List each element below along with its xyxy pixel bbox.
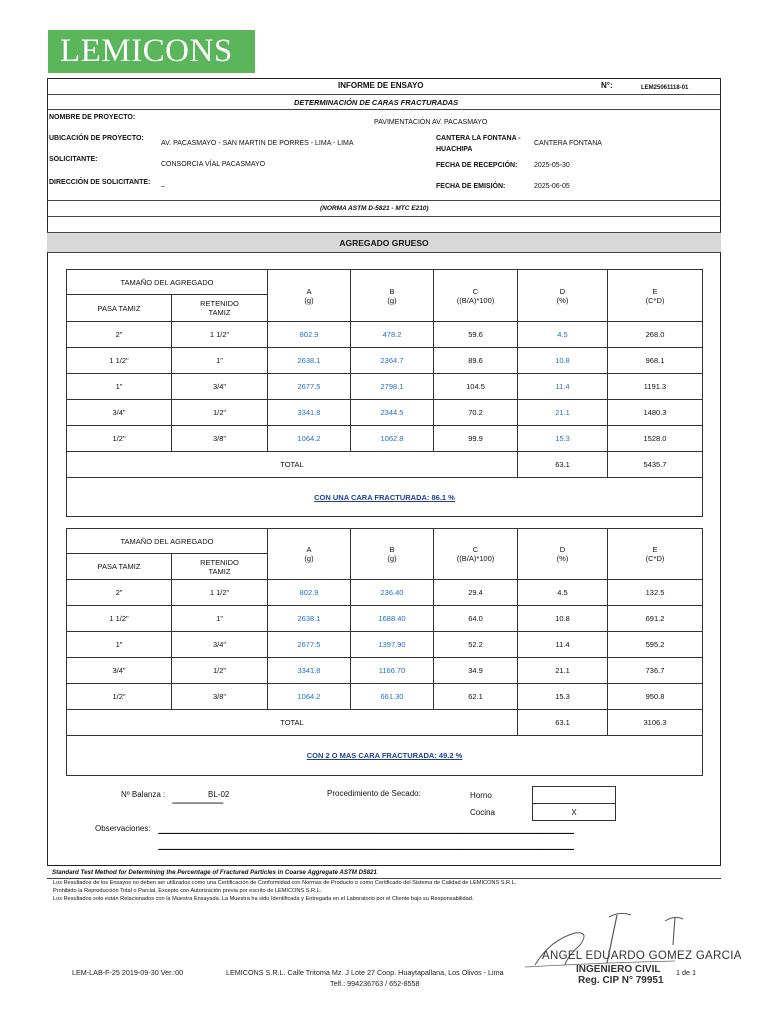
cell-pasa: 1 1/2" bbox=[67, 348, 172, 374]
balance-underline: -------------------------------------- bbox=[172, 800, 223, 807]
project-name-label: NOMBRE DE PROYECTO: bbox=[49, 114, 136, 121]
quarry-label-2: HUACHIPA bbox=[436, 146, 473, 153]
cell-retenido: 1" bbox=[172, 348, 268, 374]
cell-a: 2638.1 bbox=[268, 606, 351, 632]
section-title: AGREGADO GRUESO bbox=[47, 232, 721, 253]
cell-d: 15.3 bbox=[518, 684, 608, 710]
cell-retenido: 1" bbox=[172, 606, 268, 632]
cell-e: 1480.3 bbox=[608, 400, 703, 426]
cell-a: 3341.8 bbox=[268, 658, 351, 684]
header-d: D (%) bbox=[518, 529, 608, 580]
cell-e: 968.1 bbox=[608, 348, 703, 374]
observations-label: Observaciones: bbox=[95, 824, 151, 833]
observations-line-2: ---------------------------------------------------------------------------------------------------------------------------------------------------------------------------------------------------------------- bbox=[158, 845, 574, 854]
page-number: 1 de 1 bbox=[676, 968, 696, 977]
engineer-title: INGENIERO CIVIL bbox=[576, 964, 661, 975]
cell-a: 2638.1 bbox=[268, 348, 351, 374]
cell-c: 29.4 bbox=[434, 580, 518, 606]
fractured-faces-table-1 bbox=[66, 269, 703, 517]
cell-pasa: 1 1/2" bbox=[67, 606, 172, 632]
header-retained-sieve: RETENIDO TAMIZ bbox=[172, 554, 268, 580]
cell-a: 1064.2 bbox=[268, 684, 351, 710]
cell-retenido: 3/8" bbox=[172, 426, 268, 452]
cell-a: 802.9 bbox=[268, 580, 351, 606]
cell-c: 99.9 bbox=[434, 426, 518, 452]
cell-c: 52.2 bbox=[434, 632, 518, 658]
applicant: CONSORCIA VÍAL PACASMAYO bbox=[161, 161, 266, 168]
reception-date: 2025-05-30 bbox=[534, 162, 570, 169]
cell-d: 10.8 bbox=[518, 606, 608, 632]
cell-e: 595.2 bbox=[608, 632, 703, 658]
table-row bbox=[67, 400, 703, 426]
cell-e: 691.2 bbox=[608, 606, 703, 632]
cell-e: 268.0 bbox=[608, 322, 703, 348]
header-b: B (g) bbox=[351, 270, 434, 322]
cell-retenido: 1 1/2" bbox=[172, 322, 268, 348]
table-row bbox=[67, 632, 703, 658]
header-aggregate-size: TAMAÑO DEL AGREGADO bbox=[67, 529, 268, 554]
cell-b: 236.40 bbox=[351, 580, 434, 606]
quarry: CANTERA FONTANA bbox=[534, 140, 602, 147]
applicant-label: SOLICITANTE: bbox=[49, 156, 98, 163]
balance-label: Nº Balanza : bbox=[121, 790, 166, 799]
cell-c: 104.5 bbox=[434, 374, 518, 400]
cell-a: 3341.8 bbox=[268, 400, 351, 426]
table-row bbox=[67, 426, 703, 452]
fractured-faces-table-2 bbox=[66, 528, 703, 776]
header-c: C ((B/A)*100) bbox=[434, 529, 518, 580]
applicant-address: _ bbox=[161, 180, 165, 187]
cell-d: 11.4 bbox=[518, 632, 608, 658]
total-e: 3106.3 bbox=[608, 710, 703, 736]
cell-pasa: 1/2" bbox=[67, 426, 172, 452]
cell-c: 62.1 bbox=[434, 684, 518, 710]
divider bbox=[47, 216, 721, 217]
cell-c: 89.6 bbox=[434, 348, 518, 374]
cell-e: 132.5 bbox=[608, 580, 703, 606]
total-label: TOTAL bbox=[67, 710, 518, 736]
header-d: D (%) bbox=[518, 270, 608, 322]
header-b: B (g) bbox=[351, 529, 434, 580]
divider bbox=[47, 109, 721, 110]
observations-line-1: ---------------------------------------------------------------------------------------------------------------------------------------------------------------------------------------------------------------- bbox=[158, 829, 574, 838]
header-a: A (g) bbox=[268, 529, 351, 580]
cell-pasa: 1" bbox=[67, 374, 172, 400]
header-a: A (g) bbox=[268, 270, 351, 322]
header-passing-sieve: PASA TAMIZ bbox=[67, 554, 172, 580]
cell-d: 10.8 bbox=[518, 348, 608, 374]
cell-b: 661.30 bbox=[351, 684, 434, 710]
disclaimer-line-2: Prohibido la Reproducción Total o Parcial, Excepto con Autorización previa por escrito de LEMICONS S.R.L. bbox=[53, 888, 322, 894]
issue-date-label: FECHA DE EMISIÓN: bbox=[436, 183, 506, 190]
total-d: 63.1 bbox=[518, 710, 608, 736]
company-logo: LEMICONS bbox=[48, 30, 255, 73]
engineer-registration: Reg. CIP N° 79951 bbox=[578, 975, 664, 986]
total-row bbox=[67, 452, 703, 478]
total-d: 63.1 bbox=[518, 452, 608, 478]
result-one-fractured-face: CON UNA CARA FRACTURADA: 86.1 % bbox=[67, 478, 703, 517]
header-aggregate-size: TAMAÑO DEL AGREGADO bbox=[67, 270, 268, 295]
result-two-or-more-fractured-faces: CON 2 O MAS CARA FRACTURADA: 49.2 % bbox=[67, 736, 703, 776]
balance-id: BL-02 bbox=[208, 790, 230, 799]
table-row bbox=[67, 580, 703, 606]
cell-a: 1064.2 bbox=[268, 426, 351, 452]
report-subtitle: DETERMINACIÓN DE CARAS FRACTURADAS bbox=[294, 98, 459, 107]
issue-date: 2025-06-05 bbox=[534, 183, 570, 190]
cell-pasa: 2" bbox=[67, 322, 172, 348]
header-retained-sieve: RETENIDO TAMIZ bbox=[172, 295, 268, 322]
cell-b: 2798.1 bbox=[351, 374, 434, 400]
cell-d: 21.1 bbox=[518, 658, 608, 684]
header-e: E (C*D) bbox=[608, 270, 703, 322]
table-row bbox=[67, 684, 703, 710]
cell-d: 4.5 bbox=[518, 580, 608, 606]
cell-e: 1191.3 bbox=[608, 374, 703, 400]
cell-b: 478.2 bbox=[351, 322, 434, 348]
standard-method-note: Standard Test Method for Determining the Percentage of Fractured Particles in Coarse Aggregate ASTM D5821 bbox=[52, 869, 377, 876]
divider bbox=[47, 200, 721, 201]
project-location: AV. PACASMAYO - SAN MARTIN DE PORRES - LIMA - LIMA bbox=[161, 140, 354, 147]
total-e: 5435.7 bbox=[608, 452, 703, 478]
project-name: PAVIMENTACIÓN AV. PACASMAYO bbox=[374, 119, 488, 126]
disclaimer-line-3: Los Resultados solo están Relacionados con la Muestra Ensayada. La Muestra ha sido Identificada y Entregada en el Laboratorio por el Cliente bajo su Responsabilidad. bbox=[53, 896, 474, 902]
report-number: LEM25061118-01 bbox=[641, 85, 689, 91]
reception-date-label: FECHA DE RECEPCIÓN: bbox=[436, 162, 518, 169]
engineer-name: ANGEL EDUARDO GOMEZ GARCIA bbox=[542, 950, 742, 962]
company-phone: Telf.: 994236763 / 652-8558 bbox=[330, 979, 420, 988]
cell-retenido: 1 1/2" bbox=[172, 580, 268, 606]
stove-label: Cocina bbox=[470, 808, 495, 817]
cell-c: 70.2 bbox=[434, 400, 518, 426]
cell-retenido: 3/4" bbox=[172, 632, 268, 658]
cell-b: 2344.5 bbox=[351, 400, 434, 426]
applicant-address-label: DIRECCIÓN DE SOLICITANTE: bbox=[49, 179, 151, 186]
cell-pasa: 3/4" bbox=[67, 400, 172, 426]
table-row bbox=[67, 322, 703, 348]
total-row bbox=[67, 710, 703, 736]
cell-d: 11.4 bbox=[518, 374, 608, 400]
cell-d: 21.1 bbox=[518, 400, 608, 426]
cell-retenido: 1/2" bbox=[172, 658, 268, 684]
cell-b: 1688.40 bbox=[351, 606, 434, 632]
cell-retenido: 3/4" bbox=[172, 374, 268, 400]
table-row bbox=[67, 606, 703, 632]
divider bbox=[47, 94, 721, 95]
cell-a: 2677.5 bbox=[268, 632, 351, 658]
drying-procedure-label: Procedimiento de Secado: bbox=[327, 789, 421, 798]
header-passing-sieve: PASA TAMIZ bbox=[67, 295, 172, 322]
report-number-label: N°: bbox=[601, 81, 613, 90]
cell-c: 34.9 bbox=[434, 658, 518, 684]
form-code: LEM-LAB-F-25 2019-09-30 Ver.:00 bbox=[72, 968, 184, 977]
cell-e: 736.7 bbox=[608, 658, 703, 684]
header-e: E (C*D) bbox=[608, 529, 703, 580]
table-row bbox=[67, 658, 703, 684]
cell-c: 59.6 bbox=[434, 322, 518, 348]
quarry-label: CANTERA LA FONTANA - bbox=[436, 135, 521, 142]
divider bbox=[47, 878, 721, 879]
cell-b: 1062.8 bbox=[351, 426, 434, 452]
standard-reference: (NORMA ASTM D-5821 - MTC E210) bbox=[320, 205, 429, 212]
cell-c: 64.0 bbox=[434, 606, 518, 632]
cell-b: 2364.7 bbox=[351, 348, 434, 374]
cell-retenido: 3/8" bbox=[172, 684, 268, 710]
oven-checkbox bbox=[532, 786, 616, 804]
report-title: INFORME DE ENSAYO bbox=[338, 81, 424, 90]
company-address: LEMICONS S.R.L. Calle Tritoma Mz. J Lote 27 Coop. Huaytapallana, Los Olivos - Lima bbox=[226, 968, 504, 977]
table-row bbox=[67, 374, 703, 400]
cell-b: 1166.70 bbox=[351, 658, 434, 684]
cell-d: 4.5 bbox=[518, 322, 608, 348]
cell-pasa: 2" bbox=[67, 580, 172, 606]
disclaimer-line-1: Los Resultados de los Ensayos no deben ser utilizados como una Certificación de Conformidad con Normas de Producto o como Certificado del Sistema de Calidad de LEMICONS S.R.L. bbox=[53, 880, 517, 886]
stove-checkbox: X bbox=[532, 803, 616, 821]
cell-a: 2677.5 bbox=[268, 374, 351, 400]
project-location-label: UBICACIÓN DE PROYECTO: bbox=[49, 135, 144, 142]
cell-d: 15.3 bbox=[518, 426, 608, 452]
cell-b: 1397.90 bbox=[351, 632, 434, 658]
cell-pasa: 3/4" bbox=[67, 658, 172, 684]
cell-retenido: 1/2" bbox=[172, 400, 268, 426]
total-label: TOTAL bbox=[67, 452, 518, 478]
cell-a: 802.9 bbox=[268, 322, 351, 348]
oven-label: Horno bbox=[470, 791, 492, 800]
cell-e: 1528.0 bbox=[608, 426, 703, 452]
cell-pasa: 1/2" bbox=[67, 684, 172, 710]
cell-pasa: 1" bbox=[67, 632, 172, 658]
cell-e: 950.8 bbox=[608, 684, 703, 710]
header-c: C ((B/A)*100) bbox=[434, 270, 518, 322]
table-row bbox=[67, 348, 703, 374]
